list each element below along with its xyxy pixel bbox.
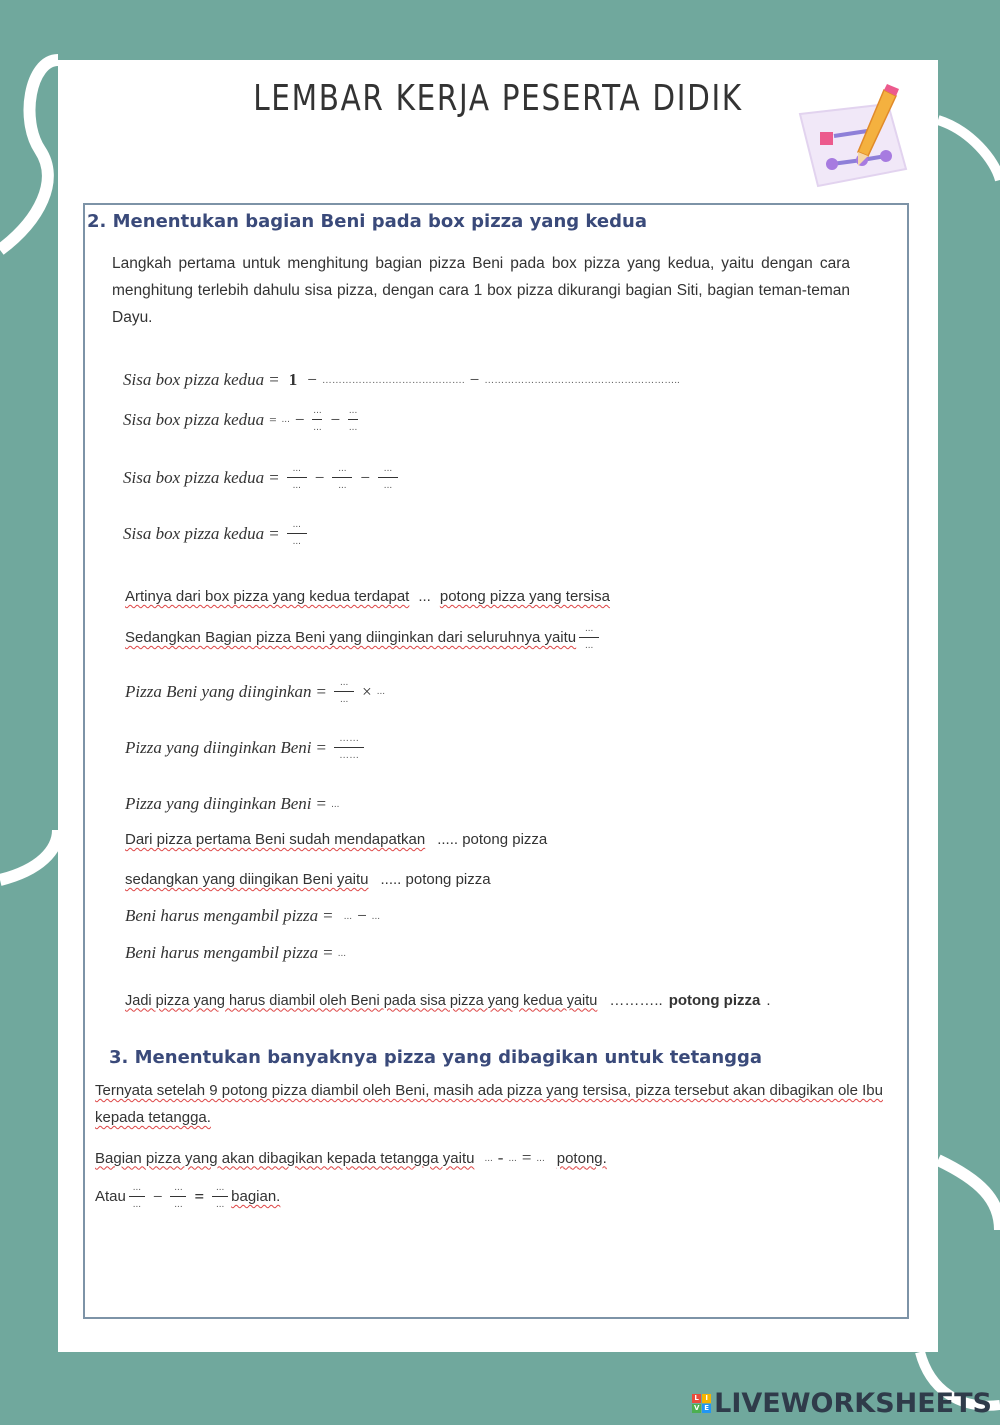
dari-pertama-text: Dari pizza pertama Beni sudah mendapatkan [125, 831, 426, 848]
times-sign: × [362, 681, 372, 701]
section-2-heading: 2. Menentukan bagian Beni pada box pizza yang kedua [87, 211, 647, 232]
equation-sisa-2: Sisa box pizza kedua = ... − $\frac{...}{...}$ − $\frac{...}{...}$ [123, 405, 358, 433]
equation-sisa-3: Sisa box pizza kedua = $\frac{...}{...}$ − $\frac{...}{...}$ − $\frac{...}{...}$ [123, 463, 401, 492]
artinya-line [125, 588, 610, 605]
sedangkan-text: Sedangkan Bagian pizza Beni yang diinginkan dari seluruhnya yaitu [125, 629, 577, 646]
equation-sisa-4: Sisa box pizza kedua = $\frac{...}{...}$ [123, 519, 310, 548]
live-badge-icon: L I V E [692, 1394, 711, 1413]
bagian-text: Bagian pizza yang akan dibagikan kepada tetangga yaitu [95, 1149, 475, 1167]
equation-label: Pizza yang diinginkan Beni [125, 737, 312, 757]
beni-harus-equation-1: Beni harus mengambil pizza = ... − ... [125, 906, 381, 925]
potong-pizza-blank[interactable]: ..... potong pizza [380, 871, 491, 888]
potong-pizza-blank[interactable]: ..... potong pizza [437, 831, 548, 848]
equation-label: Pizza yang diinginkan Beni [125, 794, 312, 813]
content-box [83, 203, 909, 1319]
equation-label: Sisa box pizza kedua [123, 409, 265, 429]
fraction-blank[interactable]: $\frac{...}{...}$ [170, 1182, 186, 1211]
brand-text: LIVEWORKSHEETS [714, 1388, 992, 1419]
answer-blank[interactable]: ... [281, 414, 290, 425]
jadi-text: Jadi pizza yang harus diambil oleh Beni pada sisa pizza yang kedua yaitu [125, 992, 598, 1009]
pizza-beni-equation-1: Pizza Beni yang diinginkan = $\frac{...}{...}$ × ... [125, 677, 386, 705]
answer-blank[interactable]: ... [371, 910, 381, 922]
bagian-tetangga-line: Bagian pizza yang akan dibagikan kepada tetangga yaitu ... - ... = ... potong. [95, 1148, 607, 1167]
equation-one: 1 [288, 370, 298, 389]
section-3-intro: Ternyata setelah 9 potong pizza diambil oleh Beni, masih ada pizza yang tersisa, pizza tersebut akan dibagikan ole Ibu kepada tetangga. [95, 1082, 883, 1126]
liveworksheets-logo[interactable] [692, 1388, 992, 1419]
page-title: LEMBAR KERJA PESERTA DIDIK [253, 78, 743, 119]
fraction-blank[interactable]: $\frac{...}{...}$ [378, 463, 398, 492]
atau-label: Atau [95, 1188, 126, 1205]
worksheet-map-pencil-icon [788, 74, 918, 194]
bagian-word: bagian. [231, 1188, 281, 1205]
artinya-text: Artinya dari box pizza yang kedua terdapat [125, 588, 410, 605]
fraction-blank[interactable]: $\frac{...}{...}$ [287, 519, 307, 548]
atau-line: Atau $\frac{...}{...}$ − $\frac{...}{...}$ = $\frac{...}{...}$ bagian. [95, 1182, 281, 1210]
answer-blank[interactable]: ……………………………………. [321, 374, 465, 386]
dari-pizza-pertama-line [125, 831, 547, 848]
pizza-beni-equation-3: Pizza yang diinginkan Beni = ... [125, 794, 340, 813]
fraction-blank[interactable]: $\frac{...}{...}$ [332, 463, 352, 492]
equation-label: Pizza Beni yang diinginkan [125, 681, 312, 701]
answer-blank[interactable]: ………………………………………………….. [484, 374, 680, 386]
answer-blank[interactable]: ... [343, 910, 353, 922]
equation-label: Beni harus mengambil pizza [125, 906, 319, 925]
fraction-blank[interactable]: $\frac{...}{...}$ [579, 623, 599, 652]
beni-harus-equation-2: Beni harus mengambil pizza = ... [125, 943, 347, 962]
fraction-blank[interactable]: $\frac{...}{...}$ [313, 405, 322, 433]
potong-pizza-label: potong pizza [668, 992, 761, 1009]
worksheet-page [58, 60, 938, 1352]
fraction-blank[interactable]: $\frac{...}{...}$ [348, 405, 358, 433]
section-3-heading: 3. Menentukan banyaknya pizza yang dibagikan untuk tetangga [109, 1047, 763, 1068]
jadi-line [125, 992, 771, 1009]
equation-label: Sisa box pizza kedua [123, 467, 265, 487]
fraction-blank[interactable]: $\frac{...}{...}$ [129, 1182, 145, 1211]
equation-label: Beni harus mengambil pizza [125, 943, 319, 962]
answer-blank[interactable]: ... [418, 588, 431, 605]
answer-blank[interactable]: ... [337, 947, 347, 959]
pizza-beni-equation-2: Pizza yang diinginkan Beni = $\frac{\dots\dots}{\dots\dots}$ [125, 733, 367, 762]
sedangkan-beni-text: sedangkan yang diingikan Beni yaitu [125, 871, 369, 888]
equation-label: Sisa box pizza kedua [123, 370, 265, 389]
fraction-blank[interactable]: $\frac{...}{...}$ [334, 677, 354, 706]
period: . [766, 992, 771, 1009]
answer-blank[interactable]: ... [484, 1152, 493, 1164]
answer-blank[interactable]: ... [508, 1152, 517, 1164]
sedangkan-line [125, 623, 602, 652]
equation-sisa-1: Sisa box pizza kedua = 1 − ……………………………………. − ………………………………………………….. [123, 370, 680, 389]
answer-blank[interactable]: ... [376, 686, 386, 697]
fraction-blank[interactable]: $\frac{\dots\dots}{\dots\dots}$ [334, 733, 364, 762]
fraction-blank[interactable]: $\frac{...}{...}$ [212, 1182, 228, 1211]
answer-blank[interactable]: ... [331, 798, 340, 810]
answer-blank[interactable]: ... [536, 1152, 545, 1164]
artinya-text-end: potong pizza yang tersisa [439, 588, 610, 605]
fraction-blank[interactable]: $\frac{...}{...}$ [287, 463, 307, 492]
equation-label: Sisa box pizza kedua [123, 523, 265, 543]
sedangkan-beni-line [125, 871, 491, 888]
section-2-intro: Langkah pertama untuk menghitung bagian pizza Beni pada box pizza yang kedua, yaitu dengan cara menghitung terlebih dahulu sisa pizza, dengan cara 1 box pizza dikurangi bagian Siti, bagian teman-teman Dayu. [112, 255, 850, 326]
potong-text: potong. [556, 1149, 607, 1167]
answer-blank[interactable]: ……….. [609, 992, 663, 1009]
